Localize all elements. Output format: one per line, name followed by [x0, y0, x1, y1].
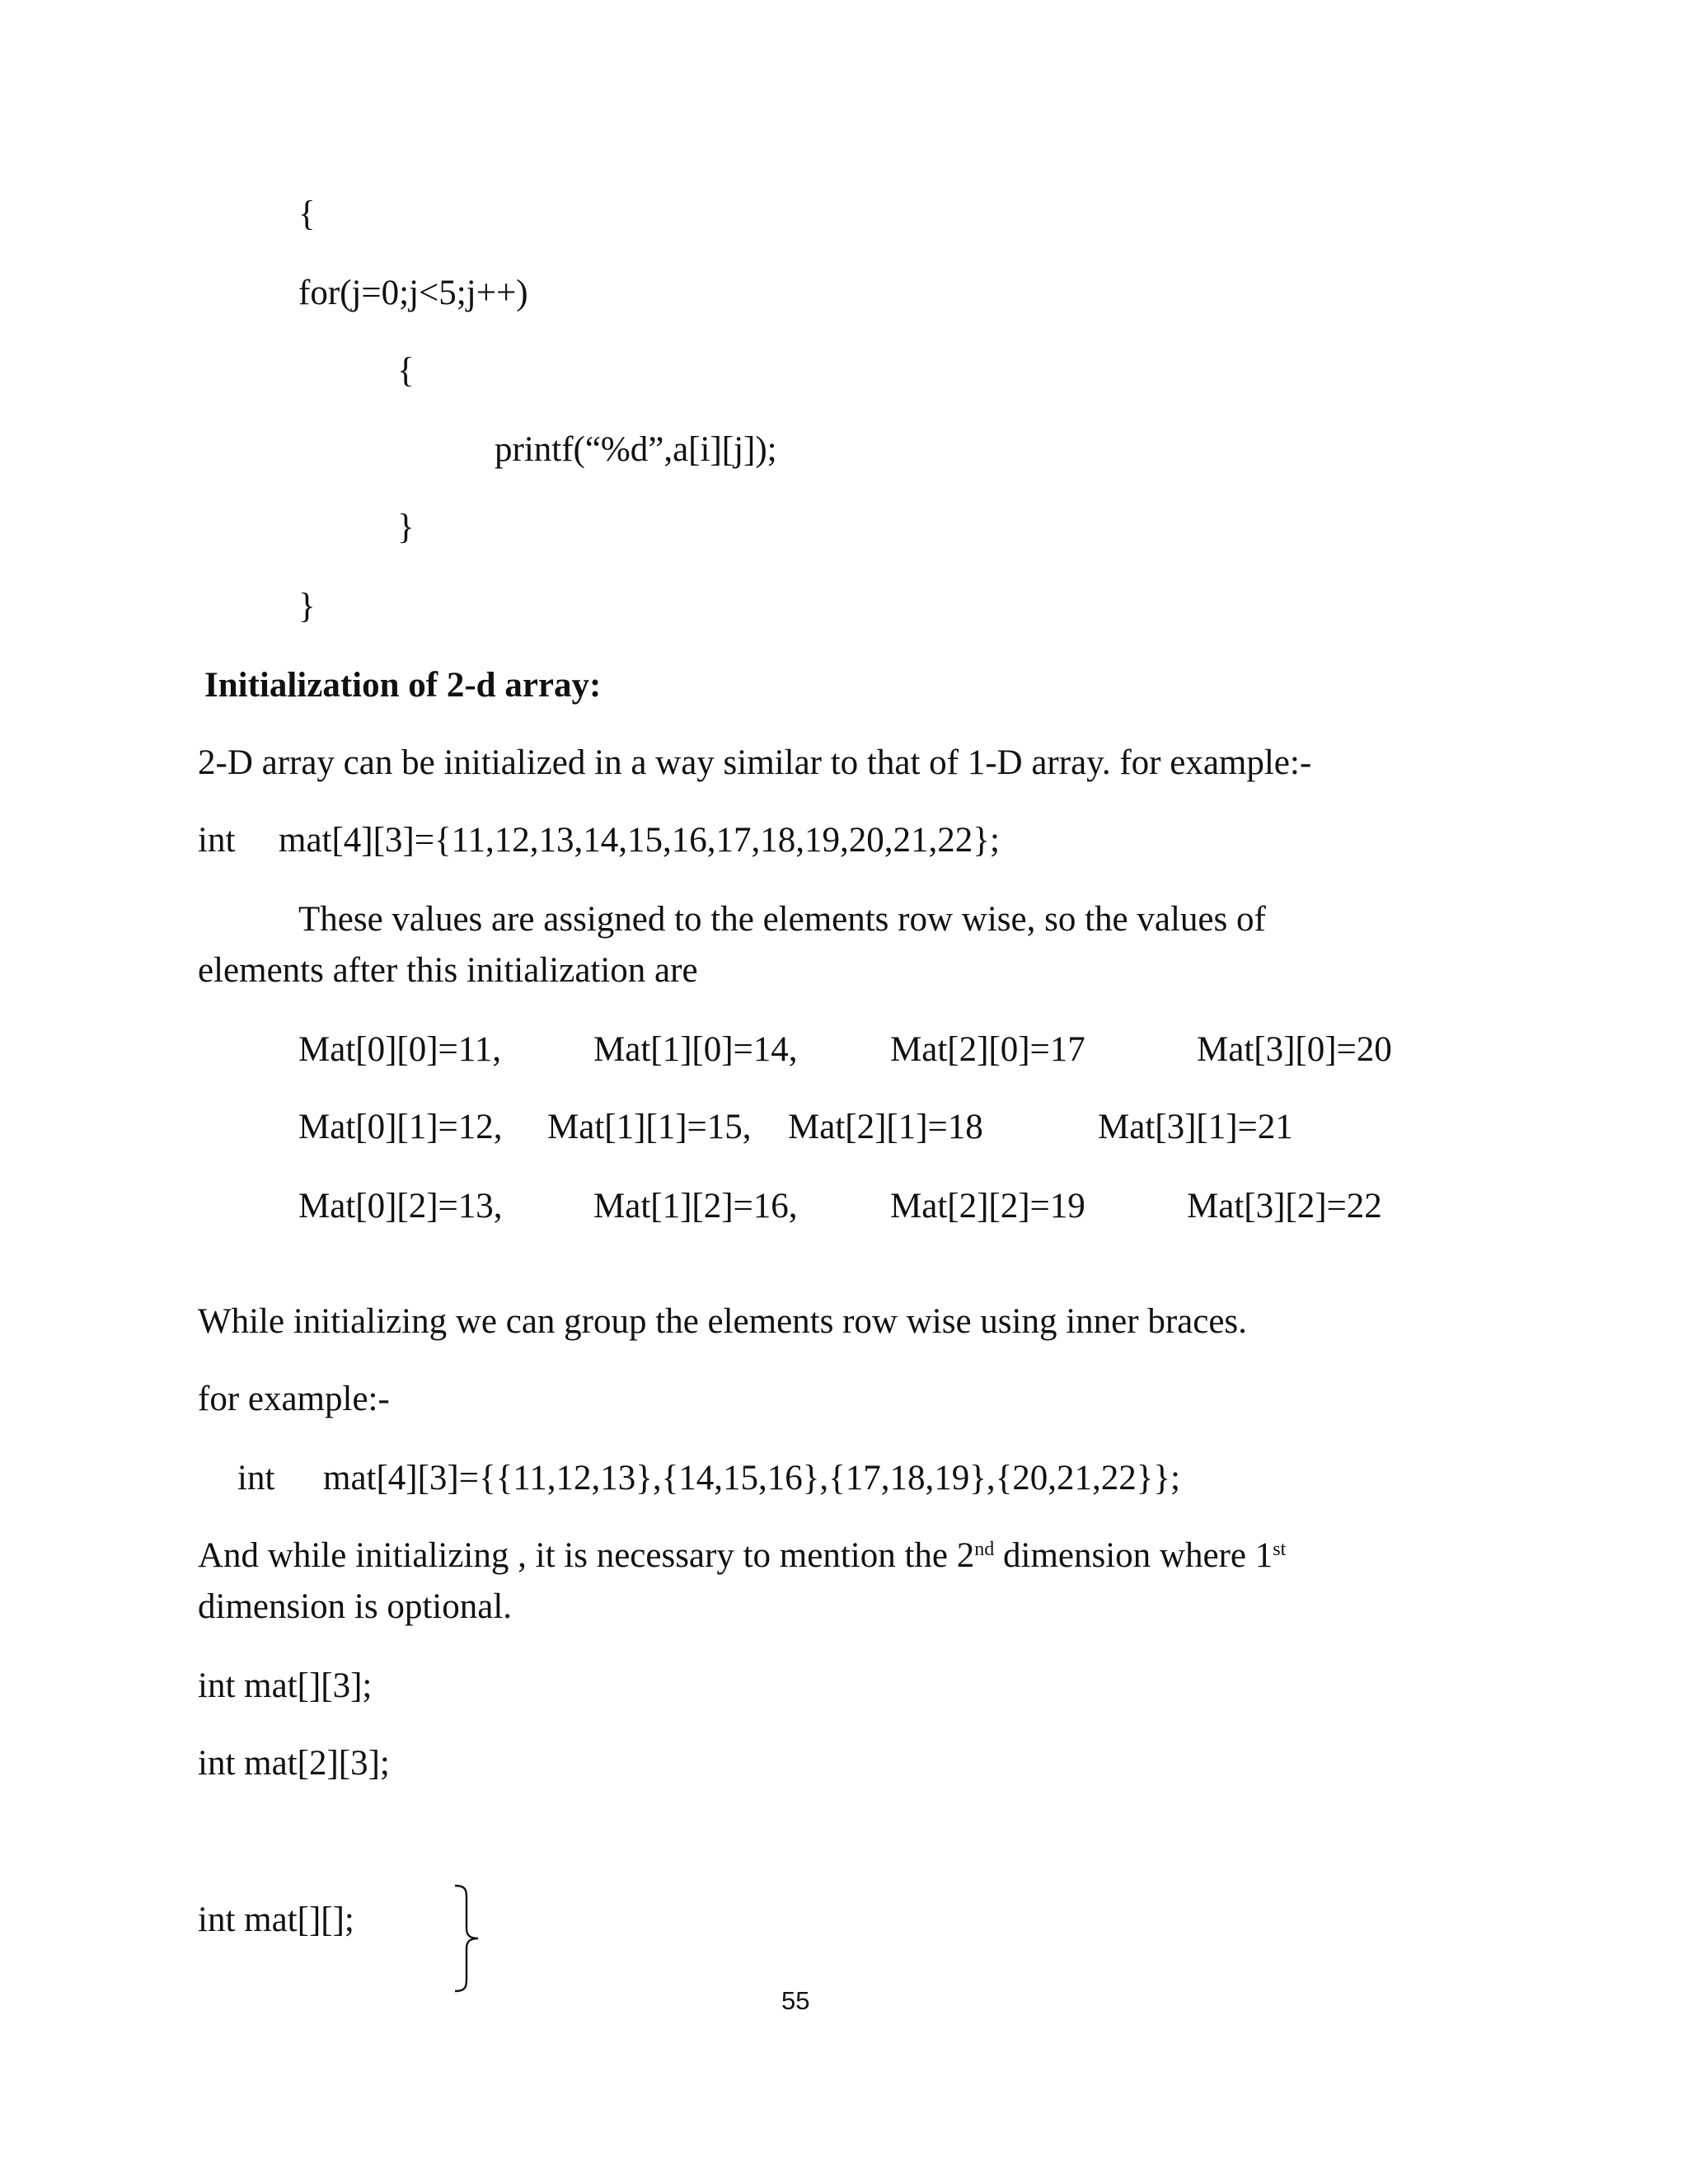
page-number: 55 — [781, 1986, 810, 2015]
for-example-text: for example:- — [198, 1380, 390, 1418]
value-r1c1: Mat[1][1]=15, — [547, 1108, 752, 1146]
code-printf-line: printf(“%d”,a[i][j]); — [495, 430, 777, 469]
value-r0c2: Mat[2][0]=17 — [890, 1030, 1085, 1069]
code-inner-open-brace: { — [397, 351, 415, 390]
decl2-keyword: int — [237, 1459, 275, 1497]
value-r0c1: Mat[1][0]=14, — [593, 1030, 798, 1069]
decl2-body: mat[4][3]={{11,12,13},{14,15,16},{17,18,19},{20,21,22}}; — [323, 1459, 1180, 1497]
example-mat-empty-empty: int mat[][]; — [198, 1900, 354, 1939]
value-r1c2: Mat[2][1]=18 — [788, 1108, 983, 1146]
value-r2c0: Mat[0][2]=13, — [298, 1187, 503, 1226]
example-mat-empty-3: int mat[][3]; — [198, 1666, 373, 1705]
para1-line1: These values are assigned to the elements row wise, so the values of — [298, 900, 1266, 939]
para3-part-b: dimension where 1 — [994, 1536, 1273, 1575]
code-inner-close-brace: } — [397, 508, 415, 546]
section-heading: Initialization of 2-d array: — [204, 666, 602, 705]
para3-line2: dimension is optional. — [198, 1587, 513, 1626]
para3-sup-st: st — [1273, 1539, 1287, 1560]
para3-line1 — [198, 1538, 1286, 1573]
value-r0c0: Mat[0][0]=11, — [298, 1030, 501, 1069]
value-r2c3: Mat[3][2]=22 — [1187, 1187, 1382, 1226]
value-r2c2: Mat[2][2]=19 — [890, 1187, 1085, 1226]
right-curly-brace-icon — [452, 1884, 481, 1993]
value-r1c3: Mat[3][1]=21 — [1098, 1108, 1293, 1146]
decl1-body: mat[4][3]={11,12,13,14,15,16,17,18,19,20,21,22}; — [279, 821, 1000, 860]
value-r2c1: Mat[1][2]=16, — [593, 1187, 798, 1226]
para3-sup-nd: nd — [974, 1539, 995, 1560]
code-for-line: for(j=0;j<5;j++) — [298, 274, 528, 312]
example-mat-2-3: int mat[2][3]; — [198, 1744, 390, 1783]
code-outer-close-brace: } — [298, 587, 316, 626]
para2-text: While initializing we can group the elements row wise using inner braces. — [198, 1302, 1247, 1341]
decl1-keyword: int — [198, 821, 236, 860]
para1-line2: elements after this initialization are — [198, 951, 698, 990]
code-outer-open-brace: { — [298, 194, 316, 233]
value-r0c3: Mat[3][0]=20 — [1197, 1030, 1392, 1069]
intro-text: 2-D array can be initialized in a way similar to that of 1-D array. for example:- — [198, 743, 1312, 782]
value-r1c0: Mat[0][1]=12, — [298, 1108, 503, 1146]
para3-part-a: And while initializing , it is necessary to mention the 2 — [198, 1536, 975, 1575]
